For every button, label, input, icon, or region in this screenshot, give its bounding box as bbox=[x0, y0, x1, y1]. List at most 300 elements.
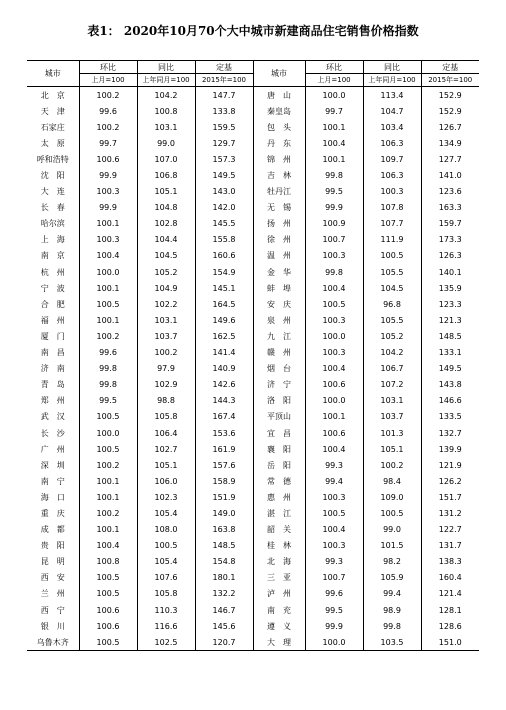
base-value-left: 129.7 bbox=[195, 135, 253, 151]
city-name-left: 郑 州 bbox=[40, 396, 65, 406]
yoy-value-right: 104.2 bbox=[363, 345, 421, 361]
yoy-value-left: 108.0 bbox=[137, 522, 195, 538]
table-row bbox=[27, 473, 479, 489]
city-name-right: 金 华 bbox=[253, 264, 305, 280]
mom-value-left: 99.9 bbox=[79, 167, 137, 183]
mom-value-right: 100.7 bbox=[305, 232, 363, 248]
city-name-right: 北 海 bbox=[253, 554, 305, 570]
city-name-right: 遵 义 bbox=[253, 618, 305, 634]
mom-value-left: 100.1 bbox=[79, 312, 137, 328]
mom-value-right: 100.9 bbox=[305, 216, 363, 232]
base-value-right: 151.0 bbox=[421, 634, 479, 651]
base-value-right: 123.6 bbox=[421, 184, 479, 200]
base-value-left: 143.0 bbox=[195, 184, 253, 200]
base-subheader-left: 2015年=100 bbox=[195, 74, 253, 87]
mom-value-left: 100.1 bbox=[79, 216, 137, 232]
city-header-right: 城市 bbox=[253, 61, 305, 87]
city-name-left: 上 海 bbox=[40, 235, 65, 245]
base-value-left: 144.3 bbox=[195, 393, 253, 409]
mom-value-right: 100.6 bbox=[305, 425, 363, 441]
table-row bbox=[27, 200, 479, 216]
yoy-value-left: 102.8 bbox=[137, 216, 195, 232]
city-name-left: 长 沙 bbox=[40, 428, 65, 438]
yoy-value-left: 106.0 bbox=[137, 473, 195, 489]
table-row bbox=[27, 505, 479, 521]
city-name-left: 银 川 bbox=[40, 621, 65, 631]
base-value-right: 121.9 bbox=[421, 457, 479, 473]
base-value-left: 161.9 bbox=[195, 441, 253, 457]
city-name-left: 北 京 bbox=[40, 90, 65, 100]
mom-value-left: 100.5 bbox=[79, 570, 137, 586]
table-row bbox=[27, 570, 479, 586]
mom-value-left: 99.8 bbox=[79, 377, 137, 393]
mom-value-left: 100.4 bbox=[79, 248, 137, 264]
base-value-right: 151.7 bbox=[421, 489, 479, 505]
yoy-value-left: 102.5 bbox=[137, 634, 195, 651]
base-value-right: 131.2 bbox=[421, 505, 479, 521]
base-value-right: 146.6 bbox=[421, 393, 479, 409]
city-name-left: 石家庄 bbox=[40, 122, 65, 132]
price-index-table bbox=[27, 60, 479, 651]
yoy-value-right: 109.0 bbox=[363, 489, 421, 505]
yoy-value-left: 104.5 bbox=[137, 248, 195, 264]
table-row bbox=[27, 538, 479, 554]
city-name-left: 哈尔滨 bbox=[40, 219, 65, 229]
table-row bbox=[27, 409, 479, 425]
yoy-value-left: 105.1 bbox=[137, 184, 195, 200]
yoy-value-left: 102.2 bbox=[137, 296, 195, 312]
base-value-right: 138.3 bbox=[421, 554, 479, 570]
base-value-left: 157.3 bbox=[195, 151, 253, 167]
base-value-right: 122.7 bbox=[421, 522, 479, 538]
base-value-right: 139.9 bbox=[421, 441, 479, 457]
city-name-right: 烟 台 bbox=[253, 361, 305, 377]
mom-value-left: 100.2 bbox=[79, 505, 137, 521]
table-row bbox=[27, 216, 479, 232]
yoy-value-right: 100.2 bbox=[363, 457, 421, 473]
city-name-right: 扬 州 bbox=[253, 216, 305, 232]
mom-value-left: 100.2 bbox=[79, 87, 137, 104]
base-value-left: 159.5 bbox=[195, 119, 253, 135]
yoy-value-right: 98.9 bbox=[363, 602, 421, 618]
base-value-left: 145.5 bbox=[195, 216, 253, 232]
city-name-left: 南 昌 bbox=[40, 348, 65, 358]
mom-value-right: 100.0 bbox=[305, 328, 363, 344]
city-name-left: 宁 波 bbox=[40, 283, 65, 293]
yoy-value-right: 105.1 bbox=[363, 441, 421, 457]
mom-value-left: 100.4 bbox=[79, 538, 137, 554]
base-value-right: 126.7 bbox=[421, 119, 479, 135]
city-name-left: 西 宁 bbox=[40, 605, 65, 615]
table-row bbox=[27, 232, 479, 248]
city-name-right: 包 头 bbox=[253, 119, 305, 135]
base-value-right: 134.9 bbox=[421, 135, 479, 151]
table-row bbox=[27, 634, 479, 651]
city-name-left: 大 连 bbox=[40, 187, 65, 197]
yoy-value-right: 104.5 bbox=[363, 280, 421, 296]
base-value-right: 173.3 bbox=[421, 232, 479, 248]
table-row bbox=[27, 522, 479, 538]
yoy-value-left: 107.6 bbox=[137, 570, 195, 586]
city-name-left: 兰 州 bbox=[40, 589, 65, 599]
mom-value-left: 99.6 bbox=[79, 345, 137, 361]
table-row bbox=[27, 103, 479, 119]
yoy-value-left: 105.1 bbox=[137, 457, 195, 473]
city-name-right: 襄 阳 bbox=[253, 441, 305, 457]
base-value-right: 123.3 bbox=[421, 296, 479, 312]
yoy-value-left: 103.7 bbox=[137, 328, 195, 344]
yoy-value-right: 101.3 bbox=[363, 425, 421, 441]
mom-value-right: 99.8 bbox=[305, 167, 363, 183]
city-name-right: 桂 林 bbox=[253, 538, 305, 554]
mom-value-right: 99.3 bbox=[305, 554, 363, 570]
city-name-left: 天 津 bbox=[40, 106, 65, 116]
base-value-right: 140.1 bbox=[421, 264, 479, 280]
base-value-left: 132.2 bbox=[195, 586, 253, 602]
table-body bbox=[27, 87, 479, 651]
base-value-left: 142.6 bbox=[195, 377, 253, 393]
yoy-value-left: 106.4 bbox=[137, 425, 195, 441]
mom-value-right: 100.4 bbox=[305, 361, 363, 377]
mom-value-right: 100.7 bbox=[305, 570, 363, 586]
city-name-right: 泉 州 bbox=[253, 312, 305, 328]
mom-value-right: 100.0 bbox=[305, 634, 363, 651]
base-value-left: 133.8 bbox=[195, 103, 253, 119]
mom-value-right: 100.1 bbox=[305, 119, 363, 135]
mom-value-left: 100.6 bbox=[79, 602, 137, 618]
base-value-right: 121.3 bbox=[421, 312, 479, 328]
mom-value-left: 100.6 bbox=[79, 151, 137, 167]
yoy-value-right: 100.5 bbox=[363, 505, 421, 521]
table-row bbox=[27, 586, 479, 602]
mom-value-right: 100.4 bbox=[305, 135, 363, 151]
yoy-value-left: 105.4 bbox=[137, 554, 195, 570]
mom-value-left: 100.5 bbox=[79, 296, 137, 312]
city-name-right: 泸 州 bbox=[253, 586, 305, 602]
mom-value-left: 99.6 bbox=[79, 103, 137, 119]
city-name-right: 无 锡 bbox=[253, 200, 305, 216]
base-value-left: 157.6 bbox=[195, 457, 253, 473]
table-title: 表1： 2020年10月70个大中城市新建商品住宅销售价格指数 bbox=[87, 24, 419, 38]
mom-value-right: 100.6 bbox=[305, 377, 363, 393]
yoy-value-left: 116.6 bbox=[137, 618, 195, 634]
mom-value-right: 100.4 bbox=[305, 522, 363, 538]
mom-value-left: 99.9 bbox=[79, 200, 137, 216]
base-value-left: 142.0 bbox=[195, 200, 253, 216]
mom-value-right: 100.3 bbox=[305, 248, 363, 264]
table-row bbox=[27, 602, 479, 618]
yoy-value-right: 104.7 bbox=[363, 103, 421, 119]
mom-value-right: 100.3 bbox=[305, 538, 363, 554]
city-name-right: 湛 江 bbox=[253, 505, 305, 521]
mom-value-left: 100.5 bbox=[79, 441, 137, 457]
table-header-row bbox=[27, 61, 479, 74]
base-value-left: 145.1 bbox=[195, 280, 253, 296]
yoy-value-right: 109.7 bbox=[363, 151, 421, 167]
yoy-value-right: 107.8 bbox=[363, 200, 421, 216]
table-row bbox=[27, 312, 479, 328]
mom-value-right: 99.5 bbox=[305, 184, 363, 200]
city-name-left: 太 原 bbox=[40, 138, 65, 148]
yoy-value-right: 105.5 bbox=[363, 312, 421, 328]
yoy-value-left: 102.9 bbox=[137, 377, 195, 393]
table-row bbox=[27, 554, 479, 570]
mom-value-right: 100.4 bbox=[305, 441, 363, 457]
yoy-value-right: 105.2 bbox=[363, 328, 421, 344]
table-row bbox=[27, 457, 479, 473]
mom-value-right: 100.4 bbox=[305, 280, 363, 296]
mom-value-left: 100.3 bbox=[79, 184, 137, 200]
base-value-left: 164.5 bbox=[195, 296, 253, 312]
city-name-left: 成 都 bbox=[40, 525, 65, 535]
table-row bbox=[27, 184, 479, 200]
yoy-header-left: 同比 bbox=[137, 61, 195, 74]
table-row bbox=[27, 296, 479, 312]
mom-value-right: 100.1 bbox=[305, 151, 363, 167]
base-value-right: 133.1 bbox=[421, 345, 479, 361]
mom-value-left: 100.1 bbox=[79, 522, 137, 538]
mom-value-left: 100.8 bbox=[79, 554, 137, 570]
mom-value-right: 99.5 bbox=[305, 602, 363, 618]
table-row bbox=[27, 135, 479, 151]
yoy-value-right: 98.4 bbox=[363, 473, 421, 489]
mom-value-right: 100.3 bbox=[305, 345, 363, 361]
city-name-left: 呼和浩特 bbox=[36, 154, 69, 164]
table-row bbox=[27, 345, 479, 361]
mom-value-right: 100.0 bbox=[305, 393, 363, 409]
city-name-left: 济 南 bbox=[40, 364, 65, 374]
base-value-left: 147.7 bbox=[195, 87, 253, 104]
mom-value-left: 100.6 bbox=[79, 618, 137, 634]
mom-value-left: 100.2 bbox=[79, 457, 137, 473]
base-value-right: 131.7 bbox=[421, 538, 479, 554]
base-value-left: 160.6 bbox=[195, 248, 253, 264]
yoy-value-right: 96.8 bbox=[363, 296, 421, 312]
city-name-right: 赣 州 bbox=[253, 345, 305, 361]
city-name-right: 韶 关 bbox=[253, 522, 305, 538]
base-value-left: 148.5 bbox=[195, 538, 253, 554]
mom-value-left: 100.5 bbox=[79, 409, 137, 425]
mom-value-right: 99.3 bbox=[305, 457, 363, 473]
mom-subheader-left: 上月=100 bbox=[79, 74, 137, 87]
yoy-value-left: 106.8 bbox=[137, 167, 195, 183]
city-name-left: 南 宁 bbox=[40, 476, 65, 486]
yoy-value-right: 106.3 bbox=[363, 135, 421, 151]
base-value-right: 141.0 bbox=[421, 167, 479, 183]
city-name-left: 合 肥 bbox=[40, 299, 65, 309]
mom-value-left: 100.1 bbox=[79, 280, 137, 296]
mom-value-left: 100.1 bbox=[79, 473, 137, 489]
mom-header-left: 环比 bbox=[79, 61, 137, 74]
city-name-left: 海 口 bbox=[40, 492, 65, 502]
base-value-left: 167.4 bbox=[195, 409, 253, 425]
yoy-value-right: 103.7 bbox=[363, 409, 421, 425]
yoy-value-left: 99.0 bbox=[137, 135, 195, 151]
yoy-value-right: 105.9 bbox=[363, 570, 421, 586]
mom-value-right: 99.6 bbox=[305, 586, 363, 602]
yoy-value-right: 99.8 bbox=[363, 618, 421, 634]
mom-value-left: 100.0 bbox=[79, 425, 137, 441]
mom-value-left: 100.2 bbox=[79, 328, 137, 344]
base-value-right: 143.8 bbox=[421, 377, 479, 393]
yoy-value-right: 101.5 bbox=[363, 538, 421, 554]
base-value-left: 155.8 bbox=[195, 232, 253, 248]
city-name-right: 蚌 埠 bbox=[253, 280, 305, 296]
base-value-right: 128.6 bbox=[421, 618, 479, 634]
yoy-value-left: 100.5 bbox=[137, 538, 195, 554]
mom-value-left: 99.5 bbox=[79, 393, 137, 409]
yoy-value-left: 105.8 bbox=[137, 409, 195, 425]
city-name-left: 广 州 bbox=[40, 444, 65, 454]
city-name-right: 九 江 bbox=[253, 328, 305, 344]
base-value-right: 163.3 bbox=[421, 200, 479, 216]
base-value-right: 127.7 bbox=[421, 151, 479, 167]
mom-value-right: 100.5 bbox=[305, 296, 363, 312]
base-value-left: 146.7 bbox=[195, 602, 253, 618]
table-row bbox=[27, 489, 479, 505]
city-name-left: 沈 阳 bbox=[40, 171, 65, 181]
base-value-right: 159.7 bbox=[421, 216, 479, 232]
city-name-left: 福 州 bbox=[40, 315, 65, 325]
base-value-left: 149.6 bbox=[195, 312, 253, 328]
mom-value-left: 99.8 bbox=[79, 361, 137, 377]
city-name-right: 温 州 bbox=[253, 248, 305, 264]
mom-value-left: 100.1 bbox=[79, 489, 137, 505]
base-value-right: 152.9 bbox=[421, 103, 479, 119]
base-value-left: 153.6 bbox=[195, 425, 253, 441]
yoy-value-left: 98.8 bbox=[137, 393, 195, 409]
city-name-left: 武 汉 bbox=[40, 412, 65, 422]
mom-value-left: 100.3 bbox=[79, 232, 137, 248]
yoy-value-right: 99.0 bbox=[363, 522, 421, 538]
table-row bbox=[27, 425, 479, 441]
yoy-value-right: 107.2 bbox=[363, 377, 421, 393]
base-value-left: 158.9 bbox=[195, 473, 253, 489]
yoy-value-right: 111.9 bbox=[363, 232, 421, 248]
yoy-value-left: 104.4 bbox=[137, 232, 195, 248]
base-header-right: 定基 bbox=[421, 61, 479, 74]
yoy-value-right: 103.5 bbox=[363, 634, 421, 651]
city-name-left: 南 京 bbox=[40, 251, 65, 261]
mom-value-right: 99.9 bbox=[305, 618, 363, 634]
base-subheader-right: 2015年=100 bbox=[421, 74, 479, 87]
yoy-value-right: 98.2 bbox=[363, 554, 421, 570]
city-name-left: 青 岛 bbox=[40, 380, 65, 390]
city-name-right: 三 亚 bbox=[253, 570, 305, 586]
base-value-left: 145.6 bbox=[195, 618, 253, 634]
mom-value-left: 100.0 bbox=[79, 264, 137, 280]
yoy-value-right: 103.4 bbox=[363, 119, 421, 135]
mom-value-right: 100.3 bbox=[305, 312, 363, 328]
table-row bbox=[27, 248, 479, 264]
mom-value-right: 99.4 bbox=[305, 473, 363, 489]
city-name-left: 昆 明 bbox=[40, 557, 65, 567]
base-value-right: 126.3 bbox=[421, 248, 479, 264]
city-name-right: 常 德 bbox=[253, 473, 305, 489]
table-row bbox=[27, 119, 479, 135]
yoy-value-left: 105.4 bbox=[137, 505, 195, 521]
table-row bbox=[27, 441, 479, 457]
yoy-value-right: 99.4 bbox=[363, 586, 421, 602]
table-row bbox=[27, 280, 479, 296]
city-name-left: 西 安 bbox=[40, 573, 65, 583]
table-row bbox=[27, 167, 479, 183]
yoy-value-right: 106.3 bbox=[363, 167, 421, 183]
table-row bbox=[27, 377, 479, 393]
table-row bbox=[27, 393, 479, 409]
mom-value-right: 100.3 bbox=[305, 489, 363, 505]
city-name-left: 厦 门 bbox=[40, 331, 65, 341]
mom-value-right: 100.1 bbox=[305, 409, 363, 425]
base-value-right: 133.5 bbox=[421, 409, 479, 425]
yoy-value-left: 105.8 bbox=[137, 586, 195, 602]
city-header-left: 城市 bbox=[27, 61, 79, 87]
mom-value-right: 100.0 bbox=[305, 87, 363, 104]
mom-header-right: 环比 bbox=[305, 61, 363, 74]
base-value-right: 132.7 bbox=[421, 425, 479, 441]
yoy-subheader-right: 上年同月=100 bbox=[363, 74, 421, 87]
mom-value-right: 99.8 bbox=[305, 264, 363, 280]
table-row bbox=[27, 328, 479, 344]
base-value-right: 149.5 bbox=[421, 361, 479, 377]
table-row bbox=[27, 618, 479, 634]
city-name-right: 秦皇岛 bbox=[253, 103, 305, 119]
city-name-right: 南 充 bbox=[253, 602, 305, 618]
yoy-value-left: 104.8 bbox=[137, 200, 195, 216]
mom-value-left: 99.7 bbox=[79, 135, 137, 151]
base-value-left: 162.5 bbox=[195, 328, 253, 344]
base-value-left: 120.7 bbox=[195, 634, 253, 651]
city-name-right: 安 庆 bbox=[253, 296, 305, 312]
base-value-left: 149.5 bbox=[195, 167, 253, 183]
yoy-header-right: 同比 bbox=[363, 61, 421, 74]
city-name-right: 唐 山 bbox=[253, 87, 305, 104]
mom-value-left: 100.5 bbox=[79, 586, 137, 602]
yoy-value-right: 106.7 bbox=[363, 361, 421, 377]
table-row bbox=[27, 87, 479, 104]
base-value-right: 152.9 bbox=[421, 87, 479, 104]
base-value-left: 151.9 bbox=[195, 489, 253, 505]
yoy-value-left: 107.0 bbox=[137, 151, 195, 167]
base-value-left: 154.8 bbox=[195, 554, 253, 570]
city-name-right: 牡丹江 bbox=[253, 184, 305, 200]
base-value-left: 154.9 bbox=[195, 264, 253, 280]
yoy-value-left: 103.1 bbox=[137, 119, 195, 135]
table-row bbox=[27, 151, 479, 167]
base-value-right: 121.4 bbox=[421, 586, 479, 602]
base-value-right: 126.2 bbox=[421, 473, 479, 489]
table-row bbox=[27, 264, 479, 280]
base-value-left: 141.4 bbox=[195, 345, 253, 361]
yoy-value-left: 100.8 bbox=[137, 103, 195, 119]
city-name-right: 丹 东 bbox=[253, 135, 305, 151]
mom-value-right: 99.7 bbox=[305, 103, 363, 119]
mom-value-right: 99.9 bbox=[305, 200, 363, 216]
city-name-left: 贵 阳 bbox=[40, 541, 65, 551]
yoy-value-left: 102.3 bbox=[137, 489, 195, 505]
mom-value-left: 100.5 bbox=[79, 634, 137, 651]
yoy-value-left: 110.3 bbox=[137, 602, 195, 618]
yoy-value-right: 105.5 bbox=[363, 264, 421, 280]
base-value-right: 148.5 bbox=[421, 328, 479, 344]
yoy-value-left: 102.7 bbox=[137, 441, 195, 457]
yoy-value-left: 105.2 bbox=[137, 264, 195, 280]
yoy-value-left: 104.9 bbox=[137, 280, 195, 296]
yoy-value-left: 104.2 bbox=[137, 87, 195, 104]
base-value-left: 149.0 bbox=[195, 505, 253, 521]
city-name-right: 大 理 bbox=[253, 634, 305, 651]
yoy-value-right: 107.7 bbox=[363, 216, 421, 232]
